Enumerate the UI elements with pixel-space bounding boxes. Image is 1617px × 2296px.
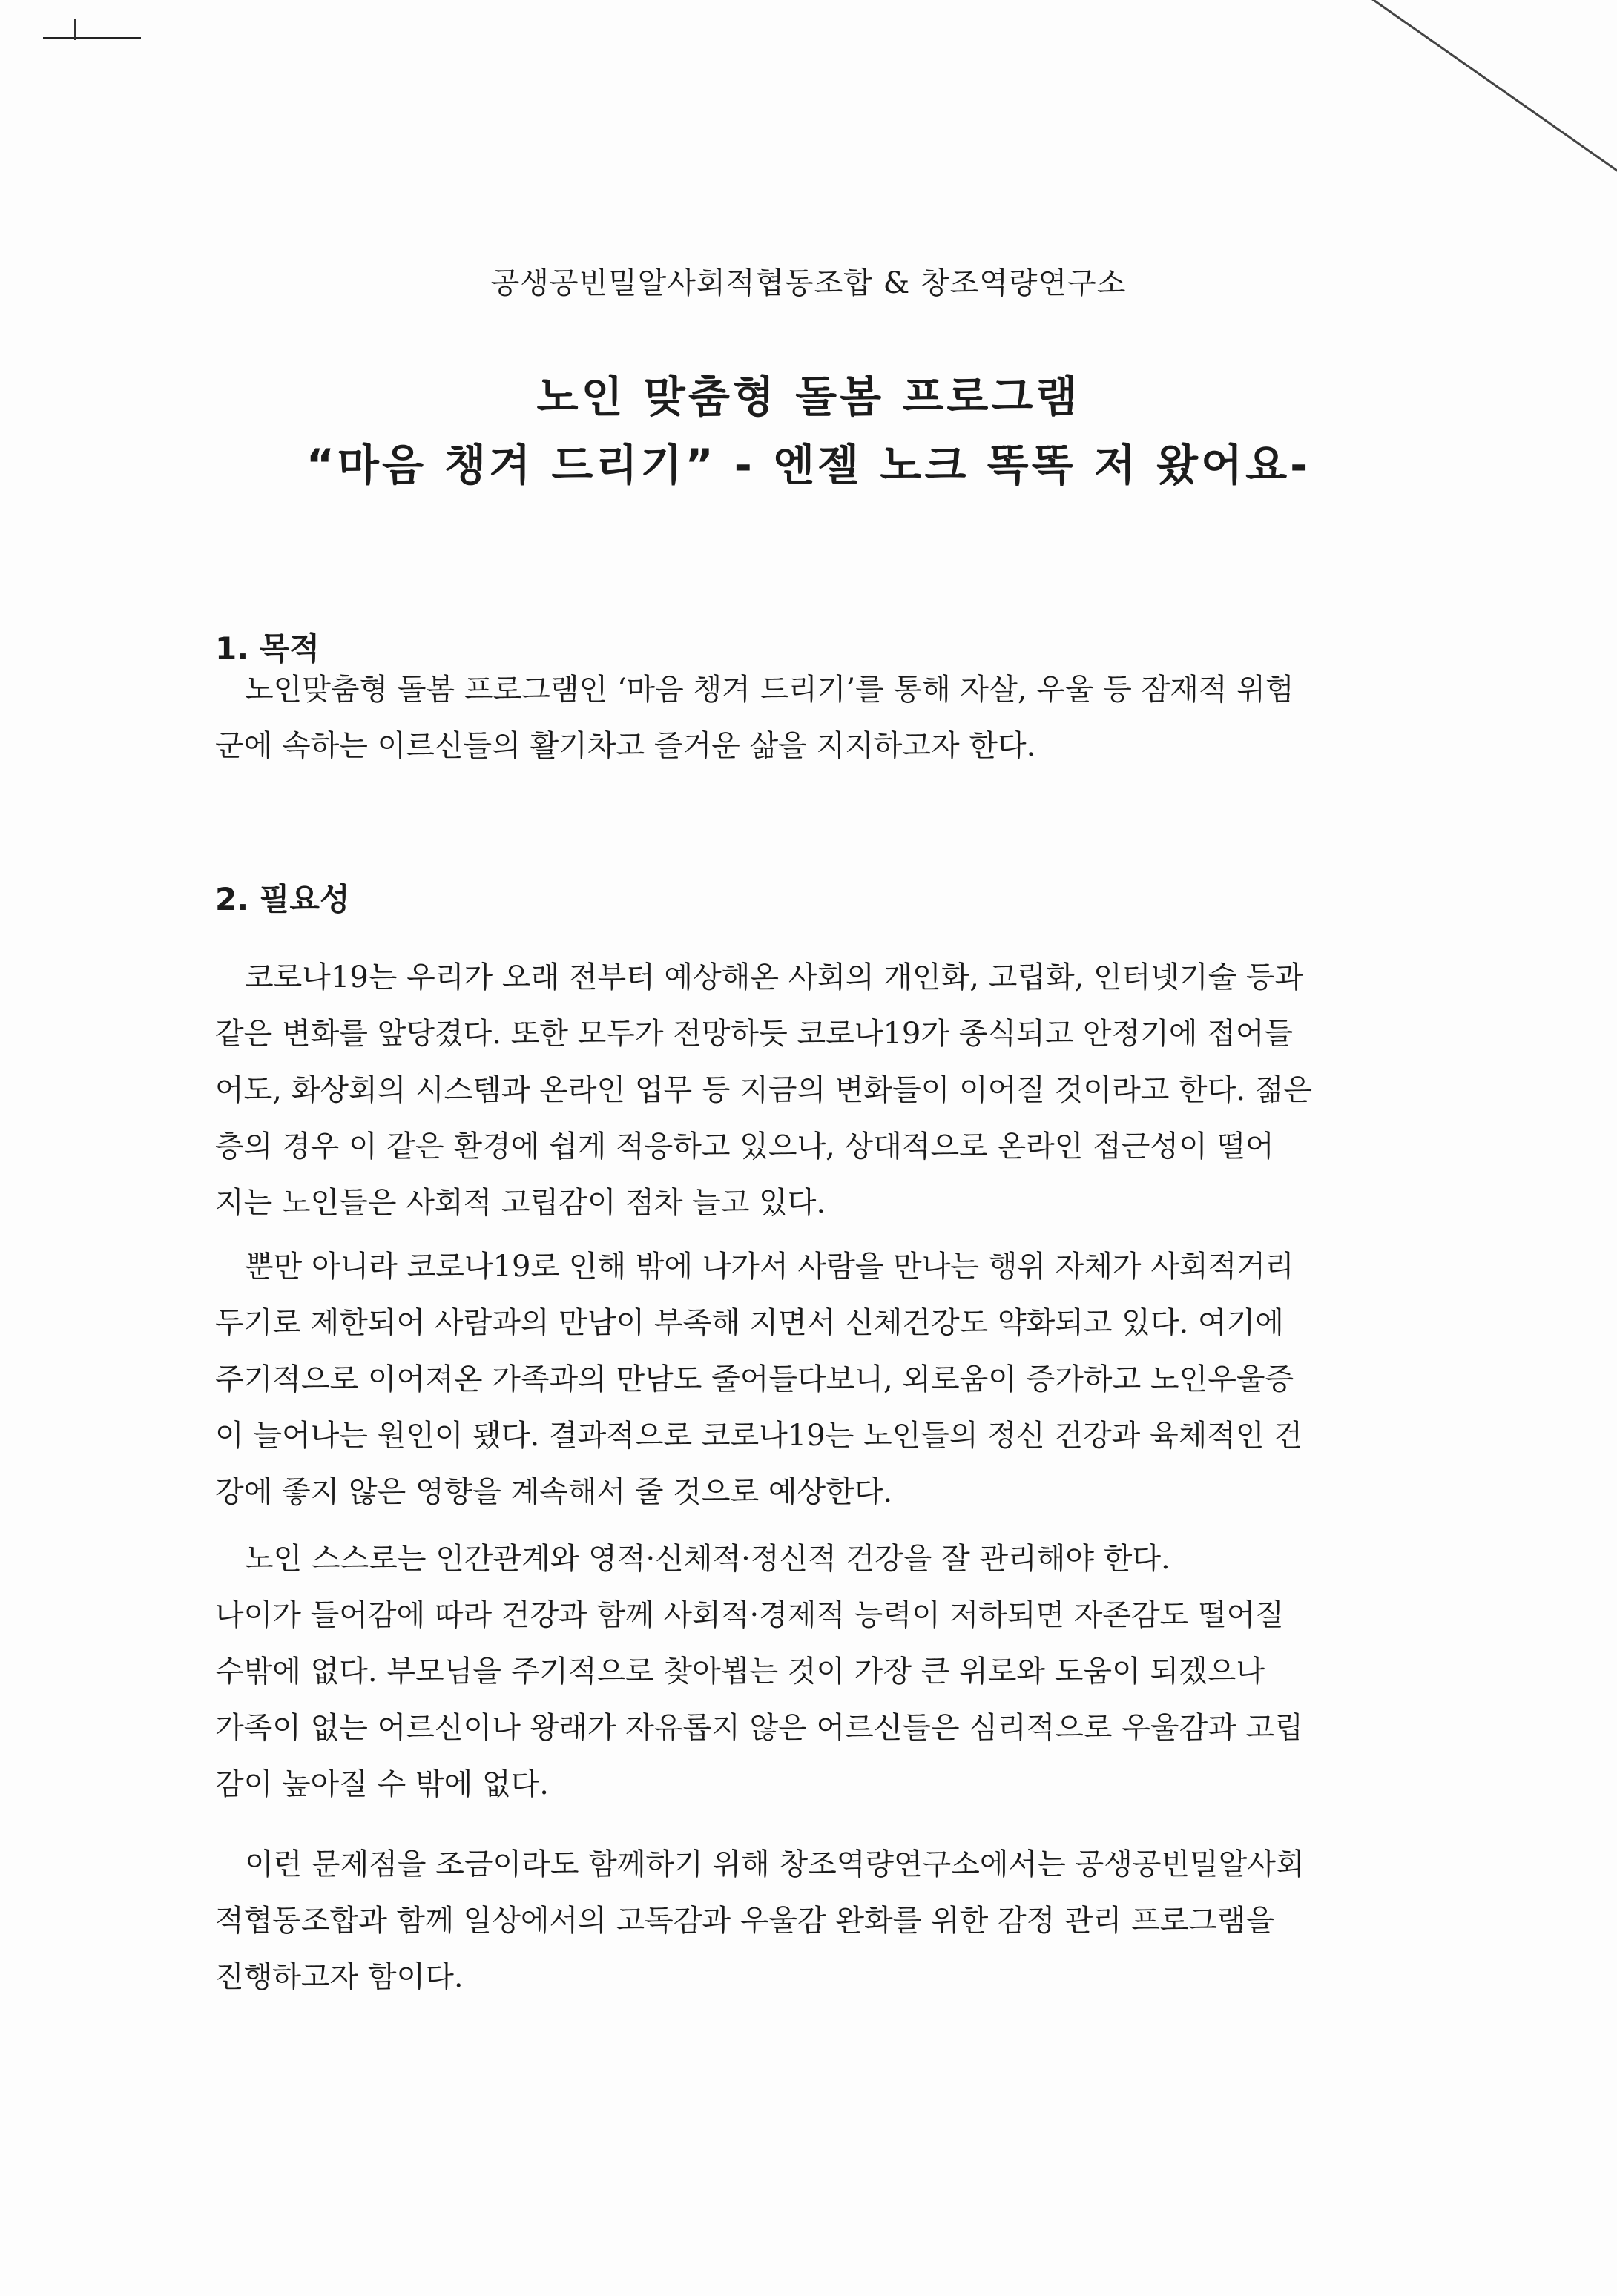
section-heading-necessity: 2. 필요성 <box>215 881 350 917</box>
title-line-2: “마음 챙겨 드리기” - 엔젤 노크 똑똑 저 왔어요- <box>306 440 1311 490</box>
text-line: 코로나19는 우리가 오래 전부터 예상해온 사회의 개인화, 고립화, 인터넷기술 등과 <box>245 960 1304 994</box>
paragraph-necessity-3 <box>215 1531 1372 1812</box>
paragraph-necessity-4 <box>215 1836 1372 2005</box>
text-line: 감이 높아질 수 밖에 없다. <box>215 1767 549 1801</box>
text-line: 노인 스스로는 인간관계와 영적·신체적·정신적 건강을 잘 관리해야 한다. <box>245 1542 1170 1576</box>
text-line: 노인맞춤형 돌봄 프로그램인 ‘마음 챙겨 드리기’를 통해 자살, 우울 등 잠재적 위험 <box>245 673 1294 707</box>
text-line: 나이가 들어감에 따라 건강과 함께 사회적·경제적 능력이 저하되면 자존감도 떨어질 <box>215 1598 1284 1632</box>
section-heading-purpose: 1. 목적 <box>215 630 320 667</box>
scan-corner-line <box>1363 0 1617 233</box>
organization-line: 공생공빈밀알사회적협동조합 & 창조역량연구소 <box>490 266 1127 300</box>
text-line: 진행하고자 함이다. <box>215 1960 464 1994</box>
text-line: 강에 좋지 않은 영향을 계속해서 줄 것으로 예상한다. <box>215 1475 893 1509</box>
text-line: 뿐만 아니라 코로나19로 인해 밖에 나가서 사람을 만나는 행위 자체가 사회적거리 <box>245 1250 1294 1284</box>
text-line: 층의 경우 이 같은 환경에 쉽게 적응하고 있으나, 상대적으로 온라인 접근성이 떨어 <box>215 1129 1274 1164</box>
title-line-1: 노인 맞춤형 돌봄 프로그램 <box>536 372 1081 422</box>
text-line: 이 늘어나는 원인이 됐다. 결과적으로 코로나19는 노인들의 정신 건강과 육체적인 건 <box>215 1419 1303 1453</box>
paragraph-purpose <box>215 662 1372 774</box>
text-line: 지는 노인들은 사회적 고립감이 점차 늘고 있다. <box>215 1186 826 1220</box>
text-line: 주기적으로 이어져온 가족과의 만남도 줄어들다보니, 외로움이 증가하고 노인우울증 <box>215 1362 1294 1396</box>
paragraph-necessity-1 <box>215 949 1372 1231</box>
text-line: 가족이 없는 어르신이나 왕래가 자유롭지 않은 어르신들은 심리적으로 우울감과 고립 <box>215 1711 1303 1745</box>
paragraph-necessity-2 <box>215 1238 1372 1520</box>
text-line: 어도, 화상회의 시스템과 온라인 업무 등 지금의 변화들이 이어질 것이라고 한다. 젊은 <box>215 1073 1313 1107</box>
text-line: 두기로 제한되어 사람과의 만남이 부족해 지면서 신체건강도 약화되고 있다. 여기에 <box>215 1306 1284 1340</box>
text-line: 이런 문제점을 조금이라도 함께하기 위해 창조역량연구소에서는 공생공빈밀알사회 <box>245 1847 1305 1881</box>
scan-mark-tick <box>74 19 76 40</box>
text-line: 군에 속하는 이르신들의 활기차고 즐거운 삶을 지지하고자 한다. <box>215 729 1036 763</box>
scan-mark <box>43 37 141 39</box>
text-line: 수밖에 없다. 부모님을 주기적으로 찾아뵙는 것이 가장 큰 위로와 도움이 되겠으나 <box>215 1655 1265 1689</box>
text-line: 적협동조합과 함께 일상에서의 고독감과 우울감 완화를 위한 감정 관리 프로그램을 <box>215 1904 1275 1938</box>
text-line: 같은 변화를 앞당겼다. 또한 모두가 전망하듯 코로나19가 종식되고 안정기에 접어들 <box>215 1017 1294 1051</box>
